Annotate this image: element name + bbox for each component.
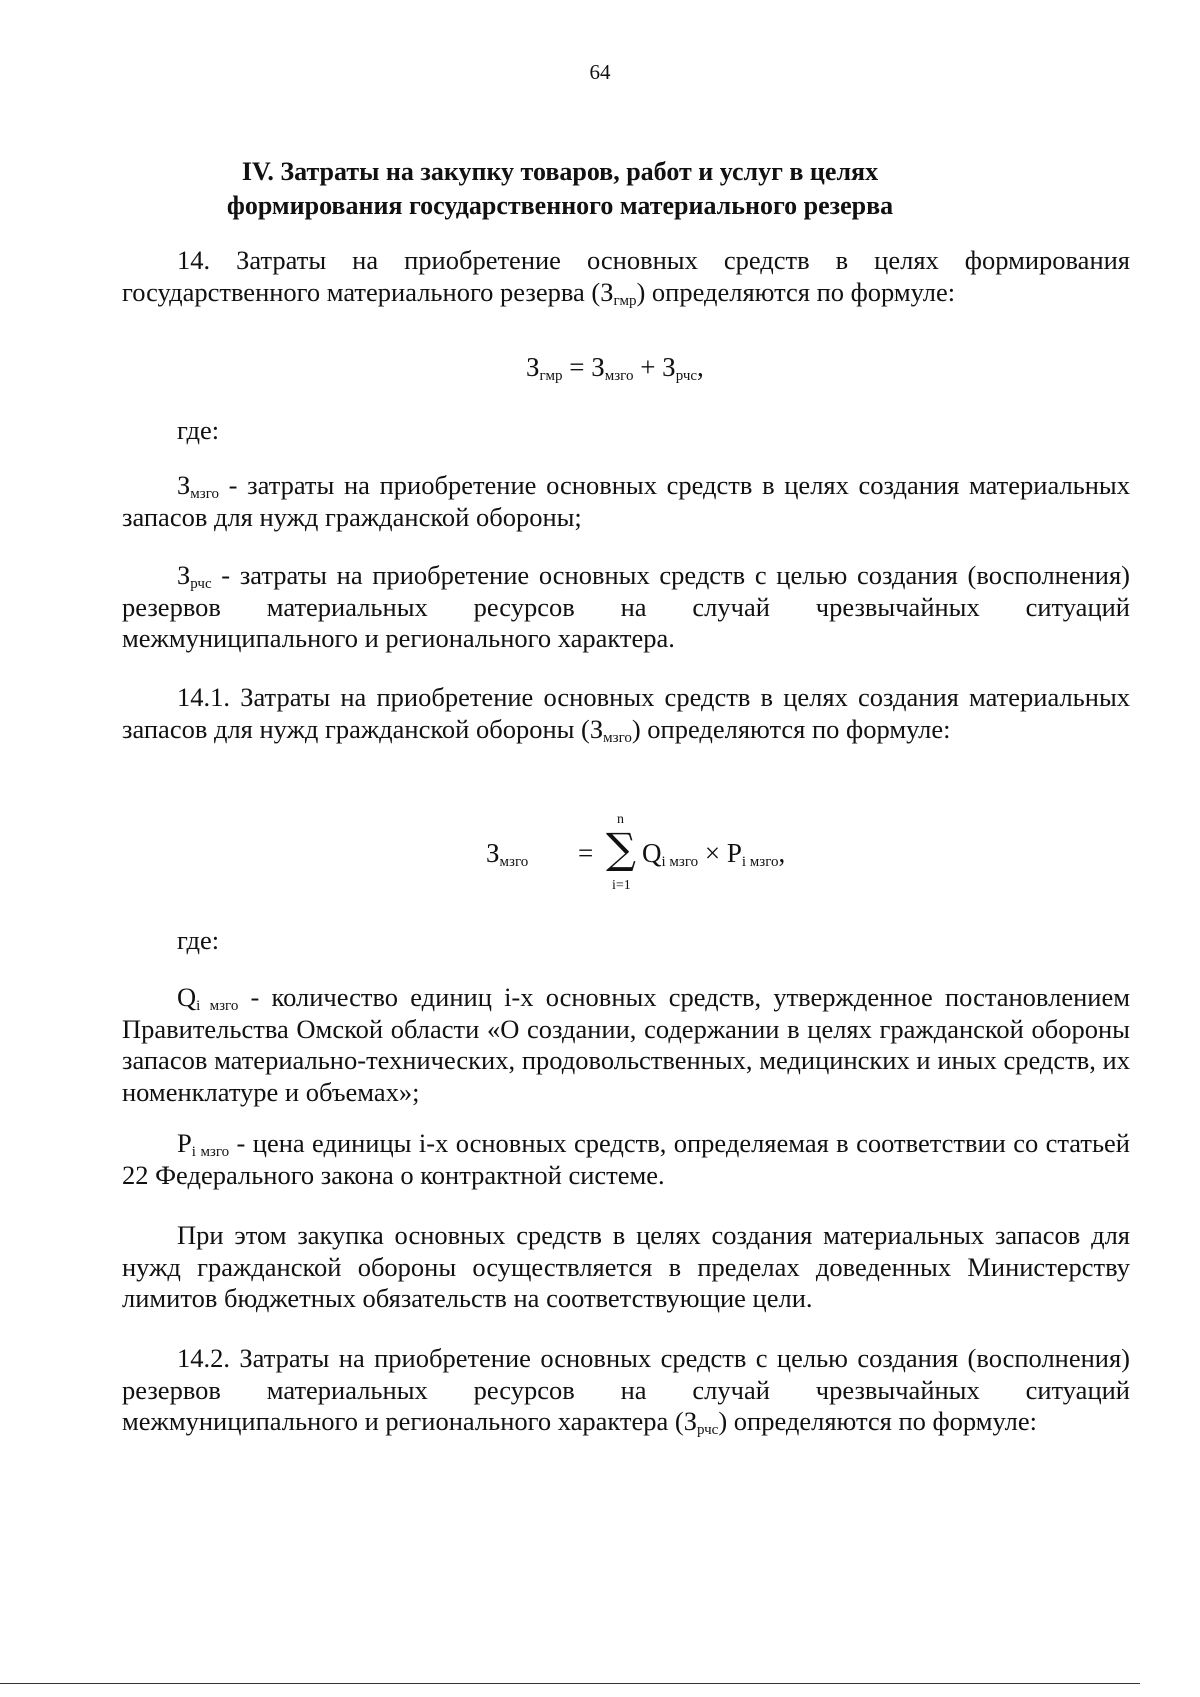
section-heading-line-2: формирования государственного материального резерва	[226, 191, 894, 220]
definition-q: $Q_{i мзго}$ - количество единиц i-х основных средств, утвержденное постановлением Правительства Омской области «О создании, содержании в целях гражданской обороны запасов материально-технических, продовольственных, медицинских и иных средств, их номенклатуре и объемах»;	[122, 982, 1130, 1107]
where-label-2: где:	[177, 925, 220, 955]
where-label: где:	[177, 415, 220, 445]
definition-zmzgo: $З_{мзго}$ - затраты на приобретение основных средств в целях создания материальных запасов для нужд гражданской обороны;	[122, 470, 1130, 532]
formula-zgmr: $З_{гмр} = З_{мзго} + З_{рчс}$,	[526, 352, 704, 384]
section-heading	[130, 155, 990, 223]
paragraph-14: 14. Затраты на приобретение основных средств в целях формирования государственного материального резерва $(З_{гмр})$ определяются по формуле:	[122, 245, 1130, 309]
sum-lower-limit: i=1	[612, 878, 631, 893]
paragraph-14-1: 14.1. Затраты на приобретение основных средств в целях создания материальных запасов для нужд гражданской обороны $(З_{мзго})$ определяются по формуле:	[122, 682, 1130, 746]
sum-upper-limit: n	[617, 812, 624, 827]
section-heading-line-1: IV. Затраты на закупку товаров, работ и услуг в целях	[241, 157, 879, 186]
footer-divider	[0, 1683, 1140, 1684]
paragraph-14-2: 14.2. Затраты на приобретение основных средств с целью создания (восполнения) резервов материальных ресурсов на случай чрезвычайных ситуаций межмуниципального и регионального характера $(З_{рчс})$ определяются по формуле:	[122, 1343, 1130, 1438]
sigma-symbol: ∑	[606, 824, 636, 873]
definition-zrchs: $З_{рчс}$ - затраты на приобретение основных средств с целью создания (восполнения) резервов материальных ресурсов на случай чрезвычайных ситуаций межмуниципального и регионального характера.	[122, 560, 1130, 653]
definition-p: $P_{i мзго}$ - цена единицы i-х основных средств, определяемая в соответствии со статьей 22 Федерального закона о контрактной системе.	[122, 1128, 1130, 1190]
formula-zmzgo-sum: $З_{мзго}$ = n ∑ i=1 $Q_{i мзго} \times P_{i мзго}$,	[486, 812, 786, 893]
paragraph-purchase: При этом закупка основных средств в целях создания материальных запасов для нужд гражданской обороны осуществляется в пределах доведенных Министерству лимитов бюджетных обязательств на соответствующие цели.	[122, 1220, 1130, 1313]
page-number: 64	[589, 60, 611, 84]
